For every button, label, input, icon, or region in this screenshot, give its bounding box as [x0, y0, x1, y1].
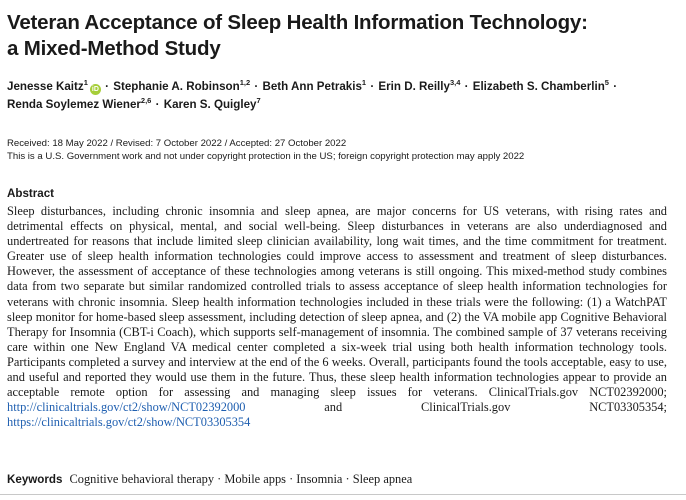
abstract-body — [7, 204, 667, 430]
author-separator: · — [370, 80, 375, 93]
author-separator: · — [105, 80, 109, 93]
author-separator: · — [613, 80, 618, 93]
author[interactable]: Beth Ann Petrakis$^1$ — [262, 78, 367, 93]
orcid-icon[interactable]: iD — [91, 86, 99, 93]
paper-title — [7, 10, 667, 62]
publication-dates — [7, 137, 679, 163]
history-dates: Received: 18 May 2022 / Revised: 7 October 2022 / Accepted: 27 October 2022 — [7, 138, 347, 149]
copyright-notice: This is a U.S. Government work and not under copyright protection in the US; foreign copyright protection may apply 2022 — [7, 151, 525, 162]
author[interactable]: Karen S. Quigley$^7$ — [163, 96, 261, 111]
author-separator: · — [254, 80, 259, 93]
divider — [0, 494, 686, 495]
abstract-text: Sleep disturbances, including chronic insomnia and sleep apnea, are major concerns for US veterans, with rising rates and detrimental effects on physical, mental, and social well-being. Sleep disturbances in veterans are also underdiagnosed and undertreated for reasons that include limited sleep clinician availability, long wait times, and the time commitment for treatment. Greater use of sleep health information technologies could improve access to assessment and treatment of sleep disturbances. However, the assessment of acceptance of these technologies among veterans is still ongoing. This mixed-method study combines data from two separate but similar randomized controlled trials to assess acceptance of sleep health information technologies for veterans with chronic insomnia. Sleep health information technologies included in these trials were the following: (1) a WatchPAT sleep monitor for home-based sleep assessment, including detection of sleep apnea, and (2) the VA mobile app Cognitive Behavioral Therapy for Insomnia (CBT-i Coach), which supports self-management of insomnia. The combined sample of 37 veterans receiving care within one New England VA medical center completed a six-week trial using both health information technology tools. Participants completed a survey and interview at the end of the 6 weeks. Overall, participants found the tools acceptable, easy to use, and useful and reported they would use them in the future. Thus, these sleep health information technologies appear to provide an acceptable remote option for assessing and managing sleep issues for veterans. ClinicalTrials.gov NCT02392000; — [7, 204, 667, 400]
author[interactable]: Stephanie A. Robinson$^{1,2}$ — [113, 78, 251, 93]
abstract-heading: Abstract — [7, 187, 55, 200]
author[interactable]: Jenesse Kaitz$^1$ — [7, 78, 88, 93]
keywords-label: Keywords — [7, 473, 63, 486]
author-list — [7, 78, 679, 114]
title-line-1: Veteran Acceptance of Sleep Health Information Technology: — [7, 11, 588, 34]
trial-link-1[interactable]: http://clinicaltrials.gov/ct2/show/NCT02392000 — [7, 400, 246, 415]
abstract-text-mid: and ClinicalTrials.gov NCT03305354; — [245, 400, 667, 415]
author[interactable]: Elizabeth S. Chamberlin$^5$ — [472, 78, 609, 93]
title-line-2: a Mixed-Method Study — [7, 37, 221, 60]
author[interactable]: Renda Soylemez Wiener$^{2,6}$ — [7, 96, 152, 111]
author-separator: · — [464, 80, 469, 93]
author-separator: · — [155, 98, 160, 111]
trial-link-2[interactable]: https://clinicaltrials.gov/ct2/show/NCT03305354 — [7, 415, 251, 430]
author[interactable]: Erin D. Reilly$^{3,4}$ — [378, 78, 461, 93]
keywords-list: Cognitive behavioral therapy · Mobile apps · Insomnia · Sleep apnea — [69, 472, 413, 486]
keywords — [7, 471, 679, 488]
